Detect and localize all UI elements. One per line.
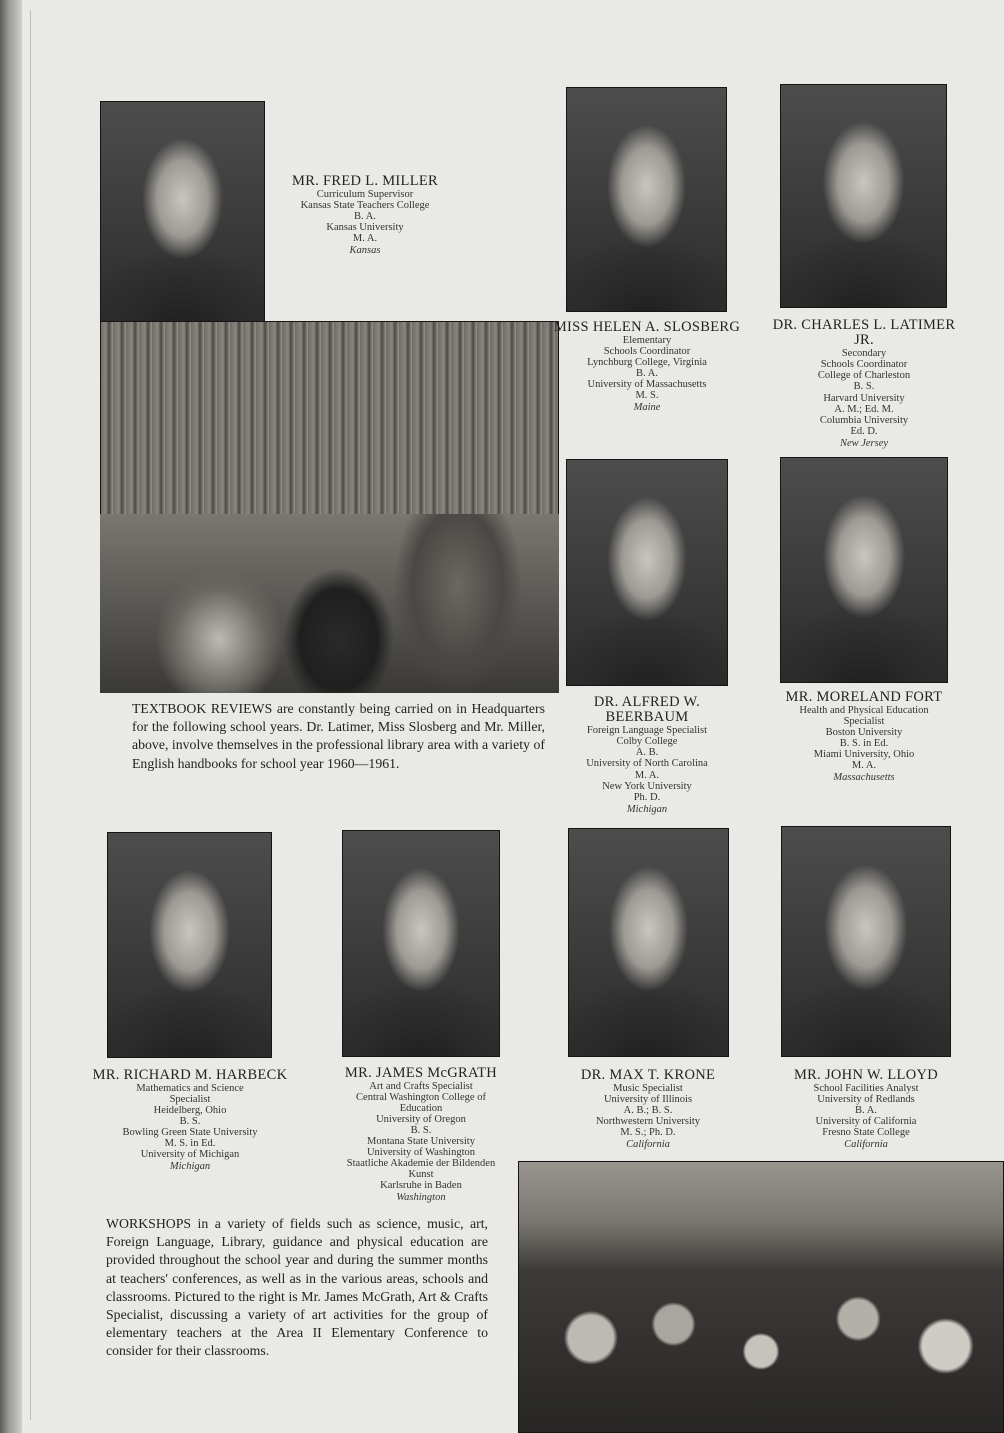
caption-line: M. A. xyxy=(634,769,660,781)
portrait-photo-krone xyxy=(568,828,729,1057)
caption-line: B. A. xyxy=(636,368,658,380)
caption-line: M. A. xyxy=(851,760,877,772)
portrait-photo-miller xyxy=(100,101,265,323)
workshop-photo xyxy=(518,1161,1004,1433)
caption-line: Kunst xyxy=(408,1169,434,1181)
person-name: MR. RICHARD M. HARBECK xyxy=(92,1067,288,1083)
caption-line: Columbia University xyxy=(819,414,909,426)
caption-line: Curriculum Supervisor xyxy=(316,189,414,201)
caption-line: College of Charleston xyxy=(817,370,911,382)
person-name: MR. JAMES McGRATH xyxy=(344,1065,498,1081)
caption-line: A. B. xyxy=(635,747,659,759)
caption-line: Elementary xyxy=(622,335,672,347)
caption-line: M. S. in Ed. xyxy=(164,1138,216,1150)
caption-line: Mathematics and Science xyxy=(136,1083,244,1095)
person-name: MISS HELEN A. SLOSBERG xyxy=(553,319,741,335)
caption-fort xyxy=(764,690,964,783)
person-name: MR. JOHN W. LLOYD xyxy=(793,1067,939,1083)
portrait-photo-beerbaum xyxy=(566,459,728,686)
caption-line: Schools Coordinator xyxy=(603,346,691,358)
caption-line: Foreign Language Specialist xyxy=(586,725,708,737)
caption-line: Fresno State College xyxy=(822,1127,910,1139)
portrait-photo-slosberg xyxy=(566,87,727,312)
caption-line: B. A. xyxy=(855,1105,877,1117)
caption-line: University of Illinois xyxy=(603,1094,693,1106)
home-state: Michigan xyxy=(169,1161,211,1173)
caption-line: Montana State University xyxy=(367,1136,475,1148)
caption-line: University of North Carolina xyxy=(586,758,708,770)
home-state: California xyxy=(844,1139,888,1151)
caption-line: Ph. D. xyxy=(633,791,661,803)
caption-line: Heidelberg, Ohio xyxy=(153,1105,227,1117)
portrait-photo-harbeck xyxy=(107,832,272,1058)
caption-line: Secondary xyxy=(841,348,887,360)
page-binding-edge xyxy=(0,0,22,1433)
caption-line: M. S. xyxy=(635,390,659,402)
caption-line: B. S. xyxy=(179,1116,201,1128)
caption-line: Northwestern University xyxy=(595,1116,701,1128)
home-state: Massachusetts xyxy=(833,772,895,784)
caption-line: Bowling Green State University xyxy=(122,1127,258,1139)
caption-line: Karlsruhe in Baden xyxy=(380,1180,462,1192)
caption-line: M. A. xyxy=(352,233,378,245)
caption-line: University of Michigan xyxy=(140,1149,240,1161)
portrait-photo-mcgrath xyxy=(342,830,500,1057)
home-state: Michigan xyxy=(626,803,668,815)
caption-line: B. S. in Ed. xyxy=(839,738,889,750)
page-fold-line xyxy=(30,10,31,1420)
caption-line: University of Redlands xyxy=(817,1094,915,1106)
caption-line: School Facilities Analyst xyxy=(813,1083,919,1095)
caption-line: Boston University xyxy=(825,727,903,739)
person-name: MR. FRED L. MILLER xyxy=(292,173,438,189)
caption-line: Kansas University xyxy=(326,222,404,234)
caption-latimer xyxy=(766,318,962,449)
library-group-photo xyxy=(100,321,559,693)
caption-harbeck xyxy=(92,1068,288,1172)
person-name: MR. MORELAND FORT xyxy=(785,689,943,705)
caption-line: University of California xyxy=(815,1116,917,1128)
textbook-reviews-paragraph: TEXTBOOK REVIEWS are constantly being carried on in Headquarters for the following school years. Dr. Latimer, Miss Slosberg and Mr. Miller, above, involve themselves in the professional library area with a variety of English handbooks for school year 1960—1961. xyxy=(132,701,545,771)
workshops-paragraph: WORKSHOPS in a variety of fields such as science, music, art, Foreign Language, Library, guidance and physical education are provided throughout the school year and during the summer months at teachers' conferences, as well as in the various areas, schools and classrooms. Pictured to the right is Mr. James McGrath, Art & Crafts Specialist, discussing a variety of art activities for the group of elementary teachers at the Area II Elementary Conference to consider for their classrooms. xyxy=(106,1216,488,1359)
caption-line: Schools Coordinator xyxy=(820,359,908,371)
caption-line: Education xyxy=(399,1103,443,1115)
portrait-photo-fort xyxy=(780,457,948,683)
caption-line: University of Massachusetts xyxy=(587,379,707,391)
home-state: Maine xyxy=(633,402,661,414)
caption-line: Art and Crafts Specialist xyxy=(369,1081,473,1093)
caption-line: A. M.; Ed. M. xyxy=(834,403,894,415)
caption-line: Kansas State Teachers College xyxy=(300,200,430,212)
caption-line: University of Washington xyxy=(366,1147,476,1159)
caption-line: B. S. xyxy=(853,381,875,393)
portrait-photo-lloyd xyxy=(781,826,951,1057)
caption-line: B. A. xyxy=(354,211,376,223)
home-state: Washington xyxy=(396,1192,446,1204)
caption-miller xyxy=(270,174,460,256)
caption-line: Staatliche Akademie der Bildenden xyxy=(346,1158,496,1170)
person-name: DR. ALFRED W. BEERBAUM xyxy=(593,694,701,726)
caption-line: B. S. xyxy=(410,1125,432,1137)
caption-line: Specialist xyxy=(169,1094,211,1106)
caption-line: Lynchburg College, Virginia xyxy=(587,357,707,369)
person-name: DR. MAX T. KRONE xyxy=(580,1067,716,1083)
home-state: New Jersey xyxy=(839,437,889,449)
caption-lloyd xyxy=(766,1068,966,1150)
home-state: California xyxy=(626,1139,670,1151)
caption-mcgrath xyxy=(316,1066,526,1203)
caption-slosberg xyxy=(552,320,742,413)
caption-line: University of Oregon xyxy=(376,1114,466,1126)
caption-line: Harvard University xyxy=(823,392,905,404)
caption-line: Music Specialist xyxy=(613,1083,683,1095)
caption-krone xyxy=(552,1068,744,1150)
caption-beerbaum xyxy=(552,695,742,815)
caption-line: Specialist xyxy=(843,716,885,728)
caption-line: Health and Physical Education xyxy=(799,705,929,717)
caption-line: Miami University, Ohio xyxy=(813,749,915,761)
caption-line: Central Washington College of xyxy=(356,1092,486,1104)
caption-line: M. S.; Ph. D. xyxy=(620,1127,676,1139)
caption-line: New York University xyxy=(602,780,692,792)
person-name: DR. CHARLES L. LATIMER JR. xyxy=(772,317,956,349)
library-group-figures xyxy=(100,514,559,693)
caption-line: Colby College xyxy=(616,736,678,748)
caption-line: A. B.; B. S. xyxy=(623,1105,673,1117)
portrait-photo-latimer xyxy=(780,84,947,308)
caption-line: Ed. D. xyxy=(850,425,878,437)
home-state: Kansas xyxy=(349,245,381,257)
